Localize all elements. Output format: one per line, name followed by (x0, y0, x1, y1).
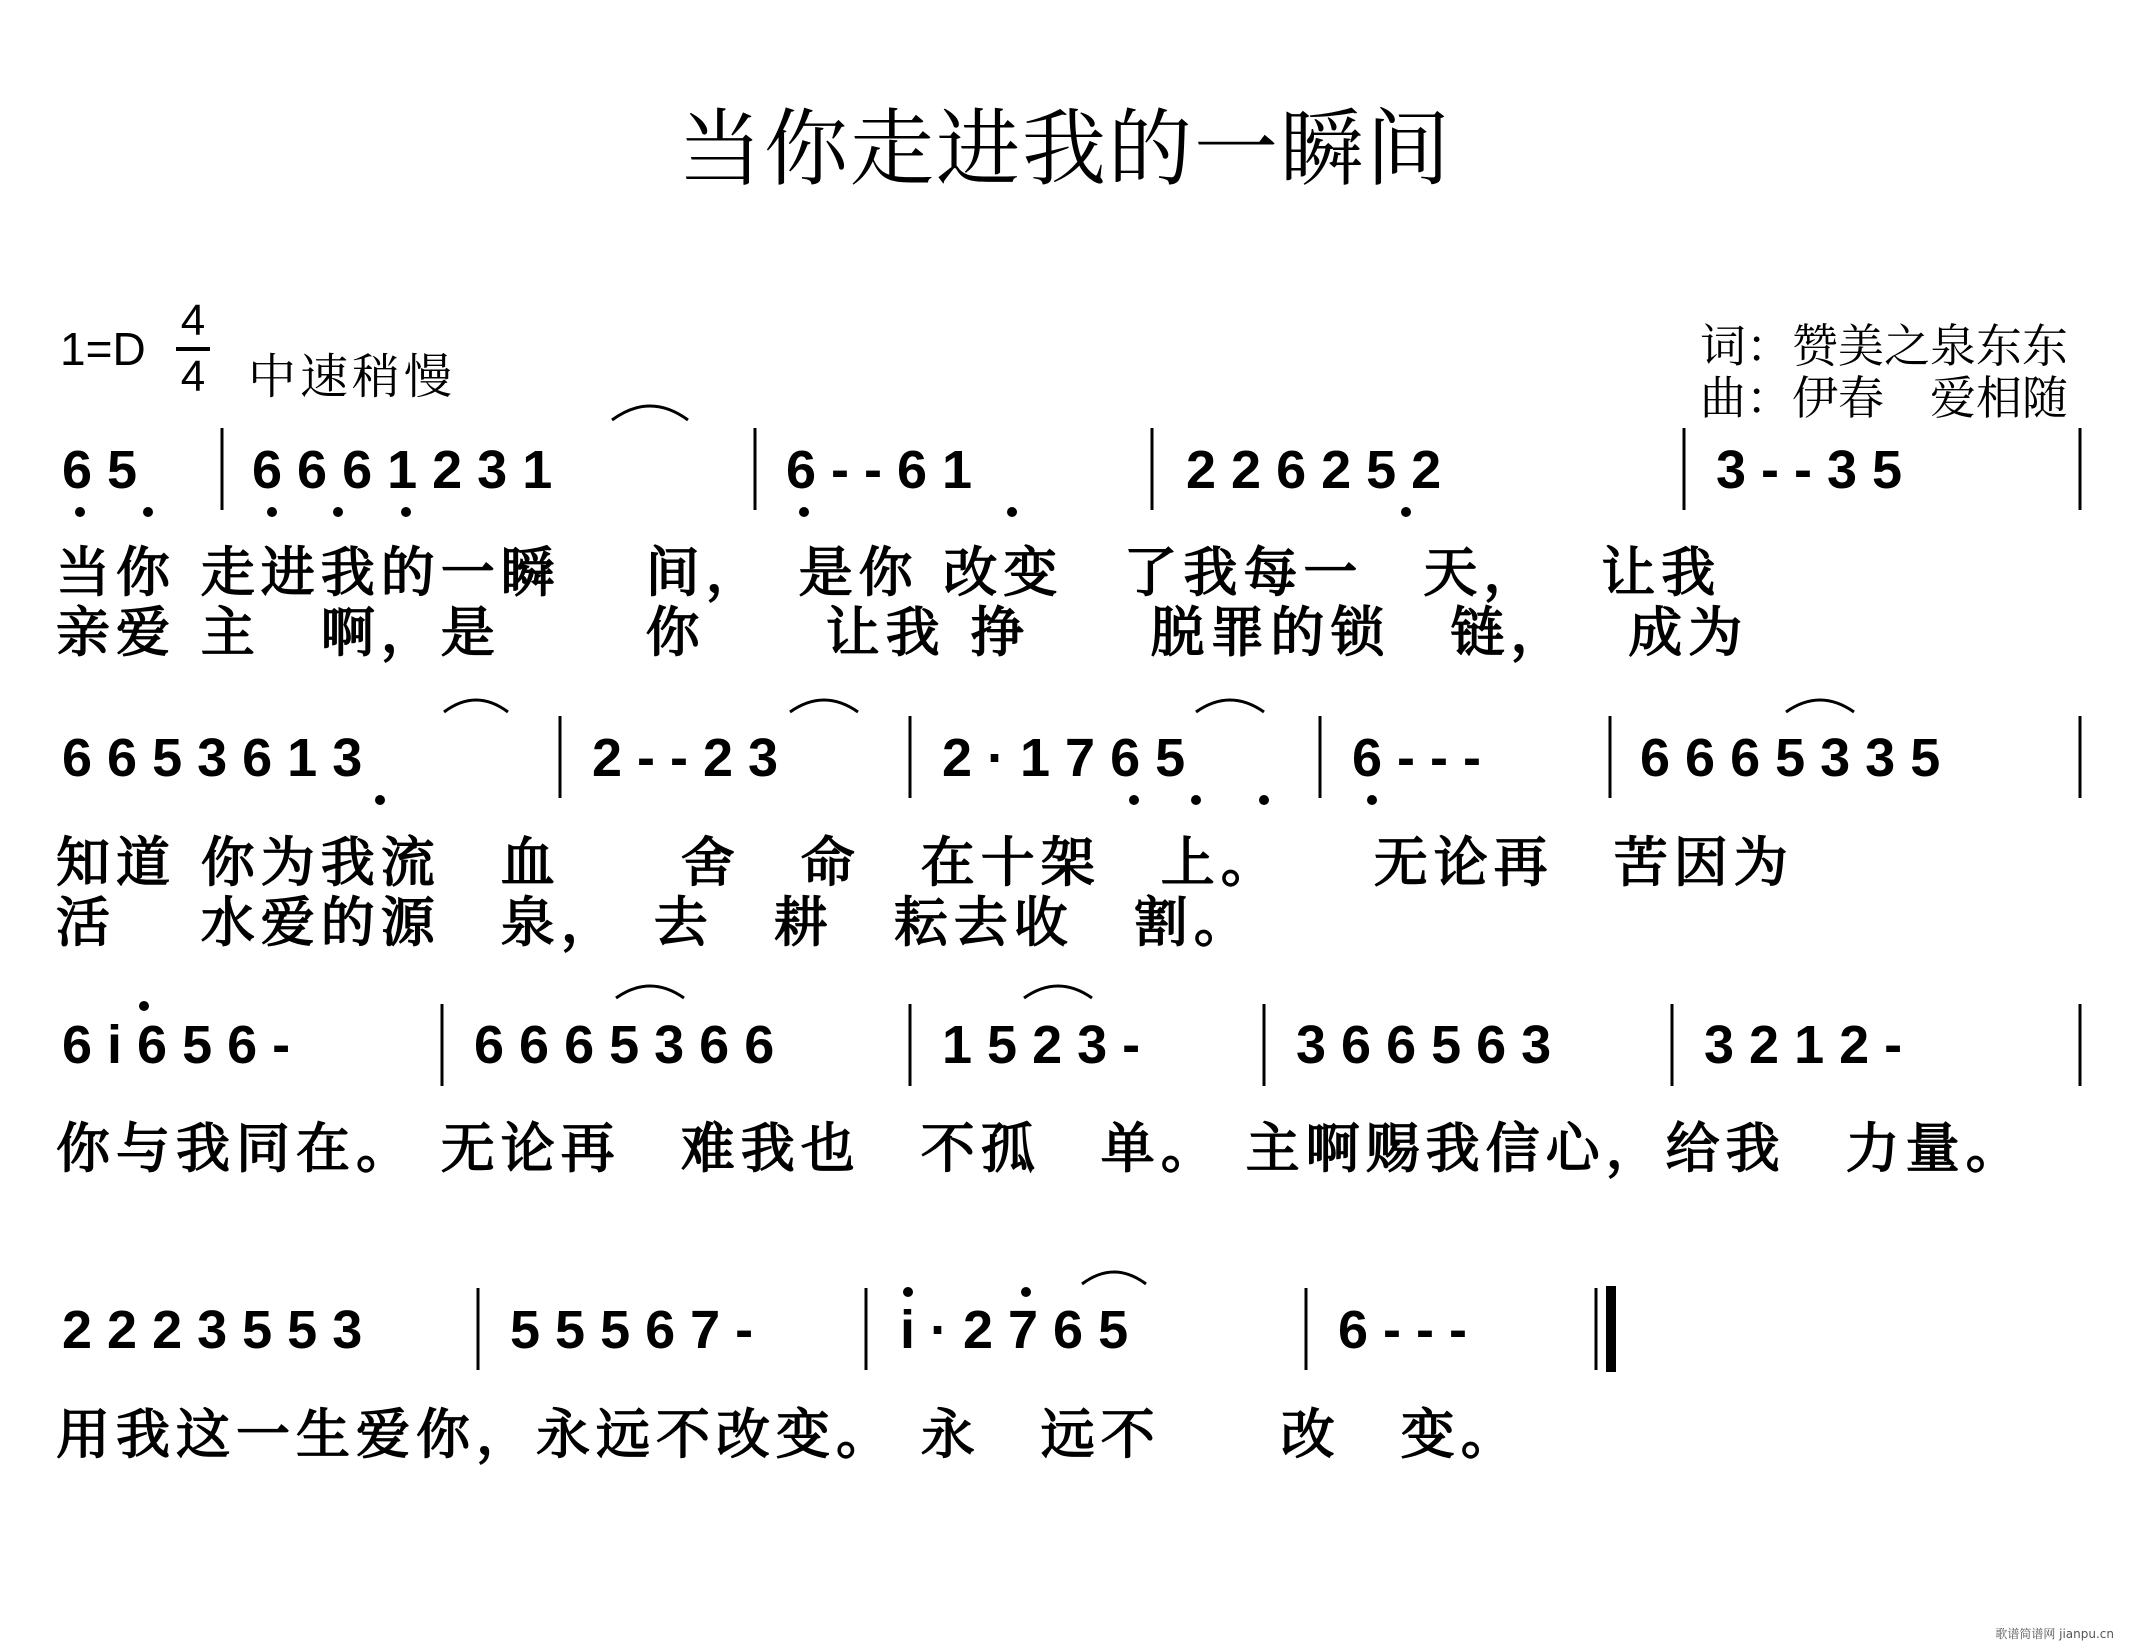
low-octave-dot (1401, 507, 1411, 517)
low-octave-dot (143, 507, 153, 517)
time-signature-top: 4 (180, 296, 206, 345)
lyric-line: 用我这一生爱你，永远不改变。 永 远不 改 变。 (56, 1402, 1521, 1466)
low-octave-dot (75, 507, 85, 517)
measure: 6 6 6 5 3 6 6 (474, 1015, 775, 1075)
measure: 1 5 2 3 - (942, 1015, 1141, 1075)
low-octave-dot (1007, 507, 1017, 517)
low-octave-dot (1129, 795, 1139, 805)
lyric-line: 亲爱 主 啊，是 你 让我 挣 脱罪的锁 链， 成为 (56, 600, 1749, 664)
measure: 6 - - - (1338, 1300, 1467, 1360)
final-bar-line (1606, 1286, 1616, 1372)
low-octave-dot (267, 507, 277, 517)
measure: i · 2 7 6 5 (900, 1300, 1129, 1360)
low-octave-dot (333, 507, 343, 517)
watermark: 歌谱简谱网 jianpu.cn (1995, 1627, 2114, 1641)
measure: 2 · 1 7 6 5 (942, 728, 1186, 788)
measure: 6 5 (62, 440, 138, 500)
measure: 2 2 2 3 5 5 3 (62, 1300, 363, 1360)
time-signature-bottom: 4 (180, 352, 206, 401)
tie (1024, 986, 1092, 998)
measure: 6 6 5 3 6 1 3 (62, 728, 363, 788)
key-signature: 1=D (60, 323, 146, 375)
measure: 6 - - - (1352, 728, 1481, 788)
low-octave-dot (401, 507, 411, 517)
tie (616, 986, 684, 998)
measure: 6 6 6 1 2 3 1 (252, 440, 553, 500)
low-octave-dot (375, 795, 385, 805)
measure: 5 5 5 6 7 - (510, 1300, 754, 1360)
measure: 6 6 6 5 3 3 5 (1640, 728, 1941, 788)
tempo-marking: 中速稍慢 (248, 349, 457, 405)
high-octave-dot (1021, 1287, 1031, 1297)
tie (1786, 700, 1854, 712)
composer-credit: 曲：伊春 爱相随 (1700, 371, 2068, 425)
bar-lines (222, 428, 2080, 1370)
low-octave-dot (1191, 795, 1201, 805)
measure: 6 - - 6 1 (786, 440, 973, 500)
lyricist-credit: 词：赞美之泉东东 (1700, 319, 2068, 373)
tie (444, 700, 508, 712)
low-octave-dot (799, 507, 809, 517)
tie (1196, 700, 1264, 712)
measure: 3 - - 3 5 (1716, 440, 1903, 500)
lyric-line: 知道 你为我流 血 舍 命 在十架 上。 无论再 苦因为 (56, 830, 1794, 894)
high-octave-dot (139, 1001, 149, 1011)
measure: 2 - - 2 3 (592, 728, 779, 788)
lyric-line: 活 水爱的源 泉， 去 耕 耘去收 割。 (56, 890, 1254, 954)
high-octave-dot (903, 1287, 913, 1297)
measure: 6 i 6 5 6 - (62, 1015, 291, 1075)
tie (612, 406, 688, 420)
song-title: 当你走进我的一瞬间 (677, 100, 1452, 198)
measure: 2 2 6 2 5 2 (1186, 440, 1442, 500)
low-octave-dot (1367, 795, 1377, 805)
lyric-line: 当你 走进我的一瞬 间， 是你 改变 了我每一 天， 让我 (56, 540, 1722, 604)
measure: 3 6 6 5 6 3 (1296, 1015, 1552, 1075)
lyric-line: 你与我同在。 无论再 难我也 不孤 单。 主啊赐我信心，给我 力量。 (56, 1116, 2026, 1180)
tie (790, 700, 858, 712)
tie (1082, 1272, 1146, 1284)
ties (444, 406, 1854, 1284)
octave-dots (75, 507, 1411, 1297)
low-octave-dot (1259, 795, 1269, 805)
measure: 3 2 1 2 - (1704, 1015, 1903, 1075)
